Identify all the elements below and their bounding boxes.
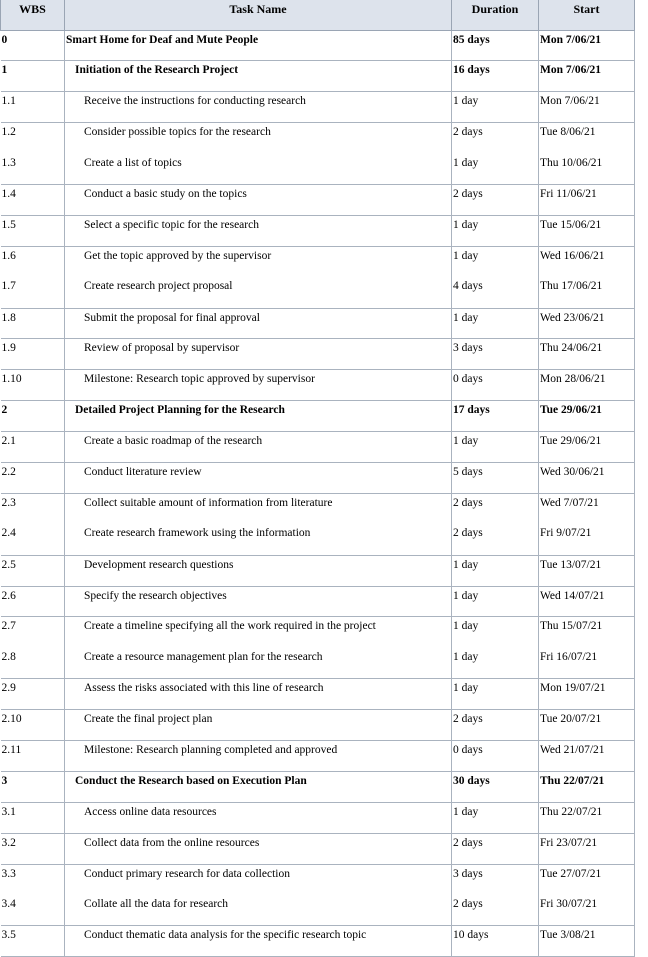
table-row bbox=[1, 277, 635, 308]
duration-cell: 30 days bbox=[452, 771, 539, 802]
task-name-cell: Collate all the data for research bbox=[65, 895, 452, 926]
table-row bbox=[1, 92, 635, 123]
duration-cell: 85 days bbox=[452, 30, 539, 61]
table-row bbox=[1, 184, 635, 215]
start-cell: Wed 7/07/21 bbox=[539, 493, 635, 524]
task-name-cell: Review of proposal by supervisor bbox=[65, 339, 452, 370]
table-row bbox=[1, 215, 635, 246]
task-name-cell: Submit the proposal for final approval bbox=[65, 308, 452, 339]
duration-cell: 17 days bbox=[452, 401, 539, 432]
task-name-cell: Conduct literature review bbox=[65, 462, 452, 493]
start-cell: Thu 15/07/21 bbox=[539, 617, 635, 648]
start-cell: Thu 17/06/21 bbox=[539, 277, 635, 308]
table-row bbox=[1, 493, 635, 524]
duration-cell: 0 days bbox=[452, 740, 539, 771]
table-row bbox=[1, 895, 635, 926]
start-cell: Tue 20/07/21 bbox=[539, 710, 635, 741]
column-header-start: Start bbox=[539, 0, 635, 30]
wbs-cell: 2.11 bbox=[1, 740, 65, 771]
start-cell: Thu 24/06/21 bbox=[539, 339, 635, 370]
duration-cell: 2 days bbox=[452, 895, 539, 926]
table-body bbox=[1, 30, 635, 957]
table-row bbox=[1, 833, 635, 864]
start-cell: Tue 13/07/21 bbox=[539, 555, 635, 586]
table-row bbox=[1, 710, 635, 741]
duration-cell: 1 day bbox=[452, 92, 539, 123]
table-row bbox=[1, 370, 635, 401]
column-header-duration: Duration bbox=[452, 0, 539, 30]
wbs-cell: 1.4 bbox=[1, 184, 65, 215]
column-header-wbs: WBS bbox=[1, 0, 65, 30]
start-cell: Mon 7/06/21 bbox=[539, 61, 635, 92]
wbs-cell: 1.10 bbox=[1, 370, 65, 401]
start-cell: Tue 27/07/21 bbox=[539, 864, 635, 895]
task-name-cell: Milestone: Research planning completed and approved bbox=[65, 740, 452, 771]
table-row bbox=[1, 771, 635, 802]
start-cell: Fri 30/07/21 bbox=[539, 895, 635, 926]
wbs-cell: 3.4 bbox=[1, 895, 65, 926]
task-name-cell: Create research project proposal bbox=[65, 277, 452, 308]
duration-cell: 1 day bbox=[452, 246, 539, 277]
start-cell: Mon 19/07/21 bbox=[539, 679, 635, 710]
start-cell: Tue 15/06/21 bbox=[539, 215, 635, 246]
wbs-cell: 2.9 bbox=[1, 679, 65, 710]
table-row bbox=[1, 246, 635, 277]
start-cell: Tue 3/08/21 bbox=[539, 926, 635, 957]
duration-cell: 2 days bbox=[452, 123, 539, 154]
duration-cell: 3 days bbox=[452, 339, 539, 370]
duration-cell: 16 days bbox=[452, 61, 539, 92]
start-cell: Tue 8/06/21 bbox=[539, 123, 635, 154]
duration-cell: 5 days bbox=[452, 462, 539, 493]
table-row bbox=[1, 555, 635, 586]
duration-cell: 1 day bbox=[452, 802, 539, 833]
task-name-cell: Conduct the Research based on Execution Plan bbox=[65, 771, 452, 802]
task-name-cell: Detailed Project Planning for the Research bbox=[65, 401, 452, 432]
task-name-cell: Assess the risks associated with this line of research bbox=[65, 679, 452, 710]
duration-cell: 1 day bbox=[452, 617, 539, 648]
table-row bbox=[1, 648, 635, 679]
wbs-cell: 1.2 bbox=[1, 123, 65, 154]
task-name-cell: Create a resource management plan for the research bbox=[65, 648, 452, 679]
wbs-cell: 2.5 bbox=[1, 555, 65, 586]
wbs-cell: 1.7 bbox=[1, 277, 65, 308]
start-cell: Thu 22/07/21 bbox=[539, 771, 635, 802]
task-name-cell: Conduct a basic study on the topics bbox=[65, 184, 452, 215]
table-row bbox=[1, 926, 635, 957]
table-row bbox=[1, 308, 635, 339]
wbs-cell: 2.4 bbox=[1, 524, 65, 555]
wbs-cell: 1.9 bbox=[1, 339, 65, 370]
wbs-cell: 2.2 bbox=[1, 462, 65, 493]
task-name-cell: Create a timeline specifying all the work required in the project bbox=[65, 617, 452, 648]
wbs-cell: 3.3 bbox=[1, 864, 65, 895]
task-name-cell: Smart Home for Deaf and Mute People bbox=[65, 30, 452, 61]
task-name-cell: Collect data from the online resources bbox=[65, 833, 452, 864]
table-row bbox=[1, 802, 635, 833]
duration-cell: 3 days bbox=[452, 864, 539, 895]
task-name-cell: Get the topic approved by the supervisor bbox=[65, 246, 452, 277]
task-name-cell: Milestone: Research topic approved by supervisor bbox=[65, 370, 452, 401]
duration-cell: 1 day bbox=[452, 154, 539, 185]
wbs-cell: 3.1 bbox=[1, 802, 65, 833]
wbs-cell: 1.5 bbox=[1, 215, 65, 246]
wbs-cell: 1.1 bbox=[1, 92, 65, 123]
table-row bbox=[1, 123, 635, 154]
task-name-cell: Specify the research objectives bbox=[65, 586, 452, 617]
duration-cell: 2 days bbox=[452, 493, 539, 524]
duration-cell: 1 day bbox=[452, 308, 539, 339]
task-name-cell: Conduct thematic data analysis for the specific research topic bbox=[65, 926, 452, 957]
start-cell: Fri 16/07/21 bbox=[539, 648, 635, 679]
wbs-cell: 3.2 bbox=[1, 833, 65, 864]
table-row bbox=[1, 679, 635, 710]
duration-cell: 1 day bbox=[452, 679, 539, 710]
start-cell: Wed 21/07/21 bbox=[539, 740, 635, 771]
table-row bbox=[1, 864, 635, 895]
start-cell: Mon 7/06/21 bbox=[539, 30, 635, 61]
task-name-cell: Consider possible topics for the research bbox=[65, 123, 452, 154]
duration-cell: 4 days bbox=[452, 277, 539, 308]
table-row bbox=[1, 740, 635, 771]
task-name-cell: Collect suitable amount of information from literature bbox=[65, 493, 452, 524]
start-cell: Fri 11/06/21 bbox=[539, 184, 635, 215]
task-name-cell: Development research questions bbox=[65, 555, 452, 586]
start-cell: Fri 23/07/21 bbox=[539, 833, 635, 864]
table-row bbox=[1, 61, 635, 92]
wbs-cell: 2.8 bbox=[1, 648, 65, 679]
duration-cell: 1 day bbox=[452, 432, 539, 463]
wbs-cell: 1.6 bbox=[1, 246, 65, 277]
wbs-cell: 3.5 bbox=[1, 926, 65, 957]
task-name-cell: Receive the instructions for conducting research bbox=[65, 92, 452, 123]
duration-cell: 1 day bbox=[452, 215, 539, 246]
start-cell: Wed 23/06/21 bbox=[539, 308, 635, 339]
table-row bbox=[1, 154, 635, 185]
task-name-cell: Create a basic roadmap of the research bbox=[65, 432, 452, 463]
task-name-cell: Create research framework using the information bbox=[65, 524, 452, 555]
table-row bbox=[1, 401, 635, 432]
start-cell: Mon 28/06/21 bbox=[539, 370, 635, 401]
task-name-cell: Create the final project plan bbox=[65, 710, 452, 741]
duration-cell: 1 day bbox=[452, 586, 539, 617]
task-name-cell: Access online data resources bbox=[65, 802, 452, 833]
wbs-cell: 2.6 bbox=[1, 586, 65, 617]
column-header-task-name: Task Name bbox=[65, 0, 452, 30]
duration-cell: 1 day bbox=[452, 555, 539, 586]
start-cell: Tue 29/06/21 bbox=[539, 401, 635, 432]
task-name-cell: Conduct primary research for data collection bbox=[65, 864, 452, 895]
start-cell: Mon 7/06/21 bbox=[539, 92, 635, 123]
start-cell: Wed 16/06/21 bbox=[539, 246, 635, 277]
wbs-cell: 2 bbox=[1, 401, 65, 432]
duration-cell: 2 days bbox=[452, 710, 539, 741]
wbs-cell: 3 bbox=[1, 771, 65, 802]
table-row bbox=[1, 432, 635, 463]
wbs-cell: 0 bbox=[1, 30, 65, 61]
wbs-cell: 2.10 bbox=[1, 710, 65, 741]
duration-cell: 1 day bbox=[452, 648, 539, 679]
task-name-cell: Select a specific topic for the research bbox=[65, 215, 452, 246]
start-cell: Wed 14/07/21 bbox=[539, 586, 635, 617]
table-row bbox=[1, 524, 635, 555]
wbs-cell: 2.1 bbox=[1, 432, 65, 463]
table-row bbox=[1, 339, 635, 370]
wbs-cell: 1.3 bbox=[1, 154, 65, 185]
duration-cell: 2 days bbox=[452, 184, 539, 215]
wbs-cell: 1.8 bbox=[1, 308, 65, 339]
task-name-cell: Initiation of the Research Project bbox=[65, 61, 452, 92]
start-cell: Wed 30/06/21 bbox=[539, 462, 635, 493]
wbs-cell: 2.7 bbox=[1, 617, 65, 648]
table-header bbox=[1, 0, 635, 30]
duration-cell: 2 days bbox=[452, 524, 539, 555]
duration-cell: 2 days bbox=[452, 833, 539, 864]
task-name-cell: Create a list of topics bbox=[65, 154, 452, 185]
table-row bbox=[1, 617, 635, 648]
duration-cell: 10 days bbox=[452, 926, 539, 957]
start-cell: Fri 9/07/21 bbox=[539, 524, 635, 555]
table-row bbox=[1, 30, 635, 61]
start-cell: Tue 29/06/21 bbox=[539, 432, 635, 463]
start-cell: Thu 22/07/21 bbox=[539, 802, 635, 833]
table-row bbox=[1, 462, 635, 493]
start-cell: Thu 10/06/21 bbox=[539, 154, 635, 185]
duration-cell: 0 days bbox=[452, 370, 539, 401]
table-row bbox=[1, 586, 635, 617]
wbs-cell: 2.3 bbox=[1, 493, 65, 524]
wbs-cell: 1 bbox=[1, 61, 65, 92]
